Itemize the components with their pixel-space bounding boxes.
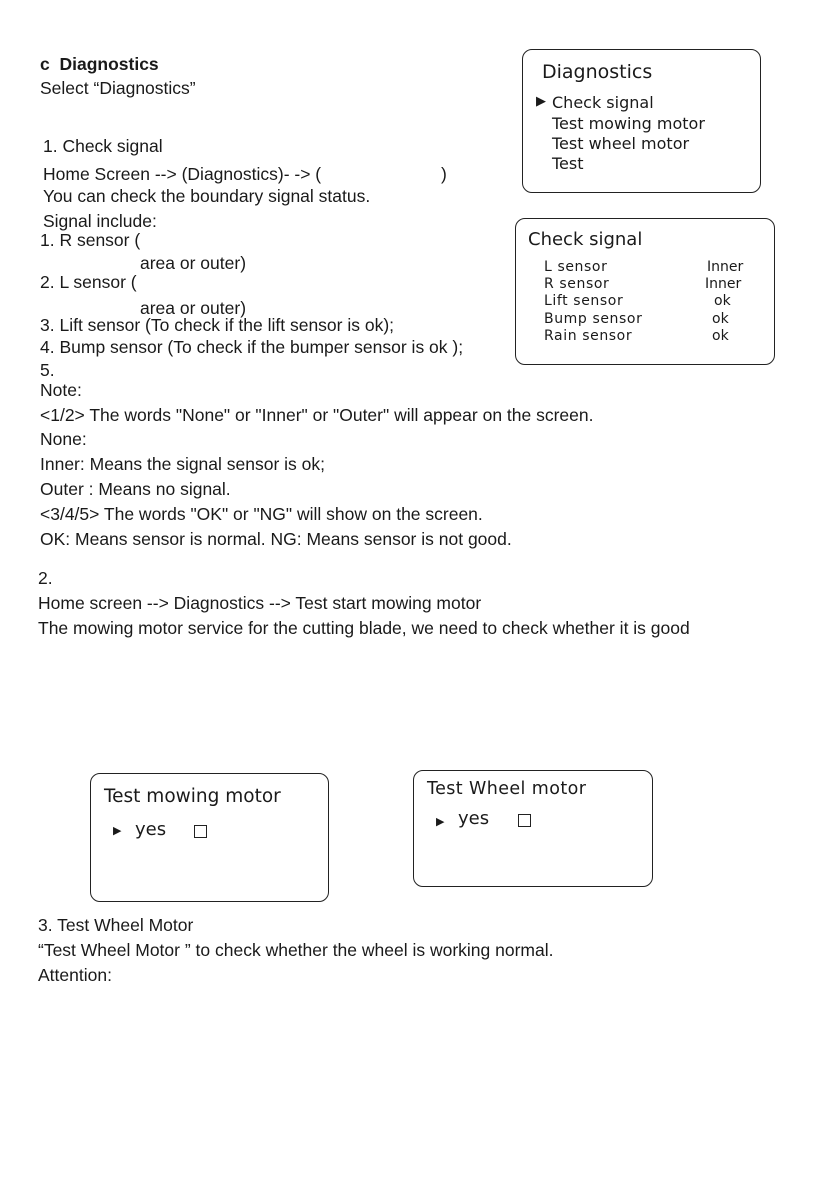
signal-row-value: Inner: [707, 259, 744, 275]
menu-item-test[interactable]: Test: [552, 154, 584, 173]
note-outer: Outer : Means no signal.: [40, 479, 231, 499]
note-inner: Inner: Means the signal sensor is ok;: [40, 454, 326, 474]
wheel-cursor-icon: ▶: [436, 815, 445, 828]
check-signal-screen-title: Check signal: [528, 229, 643, 250]
lift-sensor-line: 3. Lift sensor (To check if the lift sensor is ok);: [40, 315, 395, 335]
menu-item-test-mowing-motor[interactable]: Test mowing motor: [552, 114, 705, 133]
mowing-screen-title: Test mowing motor: [104, 786, 281, 807]
signal-row-value: ok: [714, 293, 731, 309]
signal-row-name: Bump sensor: [544, 311, 643, 327]
l-sensor-line1: 2. L sensor (: [40, 272, 137, 292]
l-sensor-line2: area or outer): [140, 298, 247, 318]
signal-include: Signal include:: [43, 211, 157, 231]
wheel-yes-checkbox[interactable]: [518, 814, 531, 827]
check-signal-description: You can check the boundary signal status.: [43, 186, 371, 206]
wheel-section-attention: Attention:: [38, 965, 112, 985]
mowing-cursor-icon: ▶: [113, 824, 122, 837]
section-title: Diagnostics: [59, 54, 159, 74]
wheel-section-description: “Test Wheel Motor ” to check whether the wheel is working normal.: [38, 940, 554, 960]
note-none: None:: [40, 429, 87, 449]
menu-item-test-wheel-motor[interactable]: Test wheel motor: [552, 134, 690, 153]
bump-sensor-line: 4. Bump sensor (To check if the bumper sensor is ok );: [40, 337, 464, 357]
mowing-section-description: The mowing motor service for the cutting blade, we need to check whether it is good: [38, 618, 690, 638]
section-heading: [40, 53, 159, 75]
diagnostics-screen-title: Diagnostics: [542, 61, 653, 83]
item-5-line: 5.: [40, 360, 55, 380]
signal-row-name: Rain sensor: [544, 328, 633, 344]
check-signal-path-left: Home Screen --> (Diagnostics)- -> (: [43, 164, 322, 184]
mowing-yes-option[interactable]: yes: [135, 819, 167, 840]
signal-row-value: ok: [712, 328, 729, 344]
signal-row-value: Inner: [705, 276, 742, 292]
check-signal-path-right: ): [441, 164, 447, 184]
check-signal-screen: [515, 218, 775, 365]
diagnostics-screen: [522, 49, 761, 193]
note-line-3-4-5: <3/4/5> The words "OK" or "NG" will show on the screen.: [40, 504, 483, 524]
menu-item-check-signal[interactable]: Check signal: [552, 93, 654, 112]
r-sensor-line2: area or outer): [140, 253, 247, 273]
note-label: Note:: [40, 380, 82, 400]
test-mowing-motor-screen: [90, 773, 329, 902]
section-letter: c: [40, 54, 50, 74]
signal-row-name: L sensor: [544, 259, 608, 275]
mowing-section-number: 2.: [38, 568, 53, 588]
r-sensor-line1: 1. R sensor (: [40, 230, 141, 250]
check-signal-heading: 1. Check signal: [43, 136, 163, 156]
test-wheel-motor-screen: [413, 770, 653, 887]
wheel-yes-option[interactable]: yes: [458, 808, 490, 829]
signal-row-name: Lift sensor: [544, 293, 624, 309]
mowing-yes-checkbox[interactable]: [194, 825, 207, 838]
note-ok-ng: OK: Means sensor is normal. NG: Means sensor is not good.: [40, 529, 512, 549]
wheel-screen-title: Test Wheel motor: [427, 779, 587, 799]
signal-row-name: R sensor: [544, 276, 610, 292]
note-line-1-2: <1/2> The words "None" or "Inner" or "Outer" will appear on the screen.: [40, 405, 594, 425]
signal-row-value: ok: [712, 311, 729, 327]
select-instruction: Select “Diagnostics”: [40, 78, 196, 98]
mowing-section-path: Home screen --> Diagnostics --> Test start mowing motor: [38, 593, 482, 613]
menu-cursor-icon: ▶: [536, 94, 546, 109]
wheel-section-heading: 3. Test Wheel Motor: [38, 915, 194, 935]
